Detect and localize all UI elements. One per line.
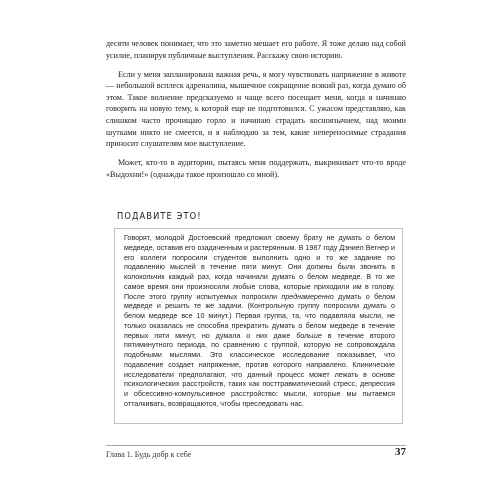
paragraph: Если у меня запланирована важная речь, я могу чувствовать напряжение в животе — небольшой всплеск адреналина, мышечное сокращение всякий раз, когда думаю об этом. Такое волнение предсказуемо и чаще всего посещает меня, когда я начинаю говорить на новую тему, к которой еще не подготовился. С ужасом представляю, как слишком часто прочищаю горло и начинаю страдать косноязычием, над моими шутками никто не смеется, и я наблюдаю за тем, какие непереносимые страдания приносит слушателям мое выступление. — [106, 69, 406, 149]
paragraph-continued: десяти человек понимает, что это заметно мешает его работе. Я тоже делаю над собой усилие, планируя публичные выступления. Расскажу свою историю. — [106, 39, 406, 60]
main-text — [106, 38, 406, 180]
footer-rule — [106, 445, 406, 446]
sidebar-text — [124, 234, 395, 410]
sidebar-text-part: думать о белом медведе и решить те же задачи. (Контрольную группу попросили думать о белом медведе все 10 минут.) Первая группа, та, что подавляла мысли, не только оказалась не способна прекратить думать о белом медведе в течение первых пяти минут, но думала о них даже — [124, 292, 395, 340]
emphasis-text: больше — [296, 331, 322, 340]
sidebar-text-part: Говорят, молодой Достоевский предложил своему брату не думать о белом медведе, оставив его озадаченным и растерянным. В 1987 году Дэниел Вегнер и его коллеги попросили студентов выполнить одно и то же задание по подавлению мыслей в течение пяти минут. Они должны были звонить в колокольчик каждый раз, когда начинали думать о белом медведе. В то же самое время они произносили любые слова, которые приходили им в голову. После этого группу испытуемых попросили — [124, 234, 395, 301]
emphasis-text: преднамеренно — [281, 292, 334, 301]
sidebar-title: ПОДАВИТЕ ЭТО! — [117, 211, 202, 222]
sidebar-text-part: в течение второго пятиминутного периода, по сравнению с группой, которую не сопровождала подобными мыслями. Это классическое исследование показывает, что подавление создает напряжение, против которого направлено. Клинические исследователи предполагают, что данный процесс может лежать в основе психологических расстройств, таких как посттравматический стресс, депрессия и обсессивно-компульсивное расстройство: мысли, которые мы пытаемся отталкивать, возвращаются, чтобы преследовать нас. — [124, 331, 395, 408]
sidebar-box — [114, 228, 403, 424]
paragraph: Может, кто-то в аудитории, пытаясь меня поддержать, выкрикивает что-то вроде «Выдохни!» (однажды такое произошло со мной). — [106, 158, 406, 179]
page-number: 37 — [395, 446, 406, 458]
running-footer: Глава 1. Будь добр к себе — [106, 450, 192, 459]
